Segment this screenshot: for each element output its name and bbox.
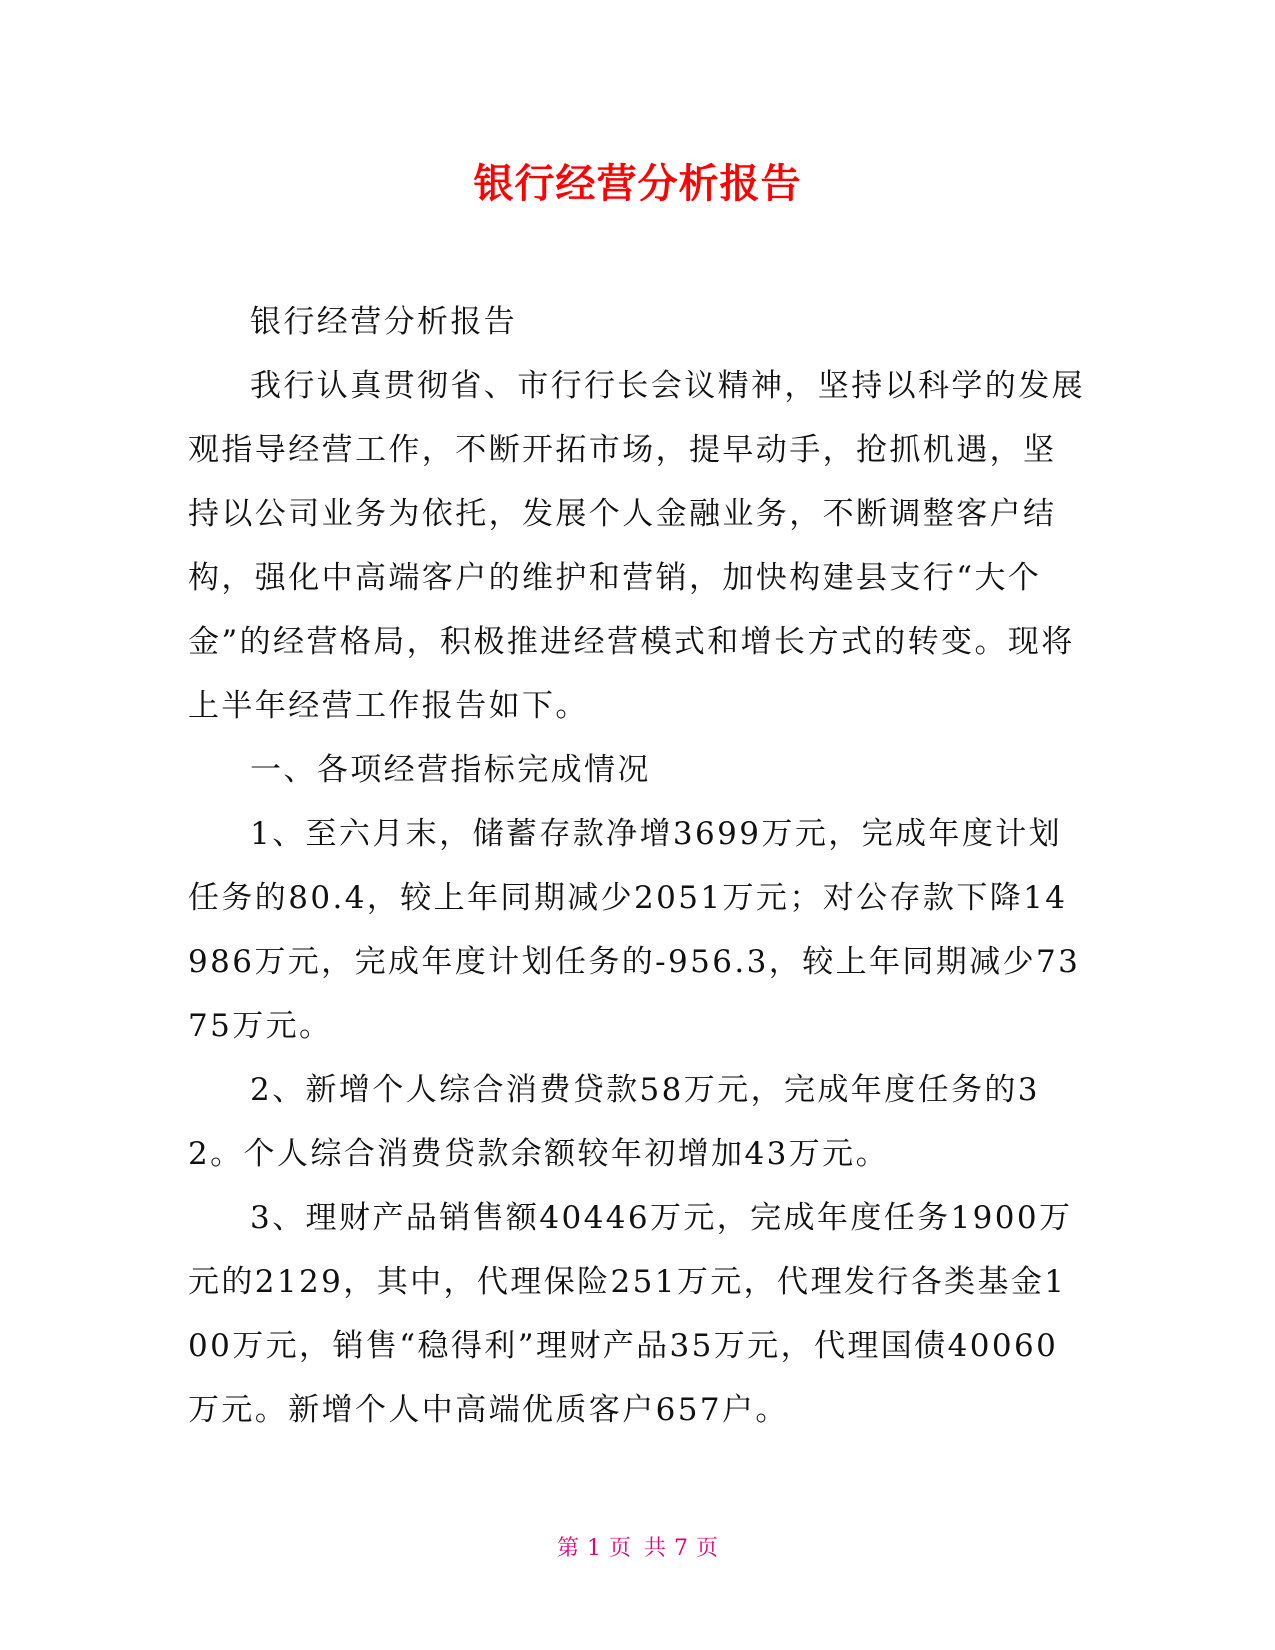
footer-middle: 页 共	[609, 1536, 666, 1561]
document-body	[188, 290, 1088, 1442]
paragraph-item-2: 2、新增个人综合消费贷款58万元，完成年度任务的32。个人综合消费贷款余额较年初增加43万元。	[188, 1072, 1040, 1172]
footer-current-page: 1	[587, 1536, 601, 1561]
paragraph-item-1: 1、至六月末，储蓄存款净增3699万元，完成年度计划任务的80.4，较上年同期减少2051万元；对公存款下降14986万元，完成年度计划任务的-956.3，较上年同期减少7375万元。	[188, 816, 1081, 1044]
footer-suffix: 页	[696, 1536, 719, 1561]
document-title: 银行经营分析报告	[473, 161, 802, 207]
section-heading-1: 一、各项经营指标完成情况	[250, 752, 651, 788]
paragraph-heading: 银行经营分析报告	[250, 304, 518, 340]
paragraph-intro: 我行认真贯彻省、市行行长会议精神，坚持以科学的发展观指导经营工作，不断开拓市场，提早动手，抢抓机遇，坚持以公司业务为依托，发展个人金融业务，不断调整客户结构，强化中高端客户的维护和营销，加快构建县支行“大个金”的经营格局，积极推进经营模式和增长方式的转变。现将上半年经营工作报告如下。	[188, 368, 1085, 724]
footer-prefix: 第	[556, 1536, 579, 1561]
footer-total-pages: 7	[674, 1536, 688, 1561]
paragraph-item-3: 3、理财产品销售额40446万元，完成年度任务1900万元的2129，其中，代理保险251万元，代理发行各类基金100万元，销售“稳得利”理财产品35万元，代理国债40060万元。新增个人中高端优质客户657户。	[188, 1200, 1073, 1428]
page-number-footer	[0, 1534, 1275, 1564]
